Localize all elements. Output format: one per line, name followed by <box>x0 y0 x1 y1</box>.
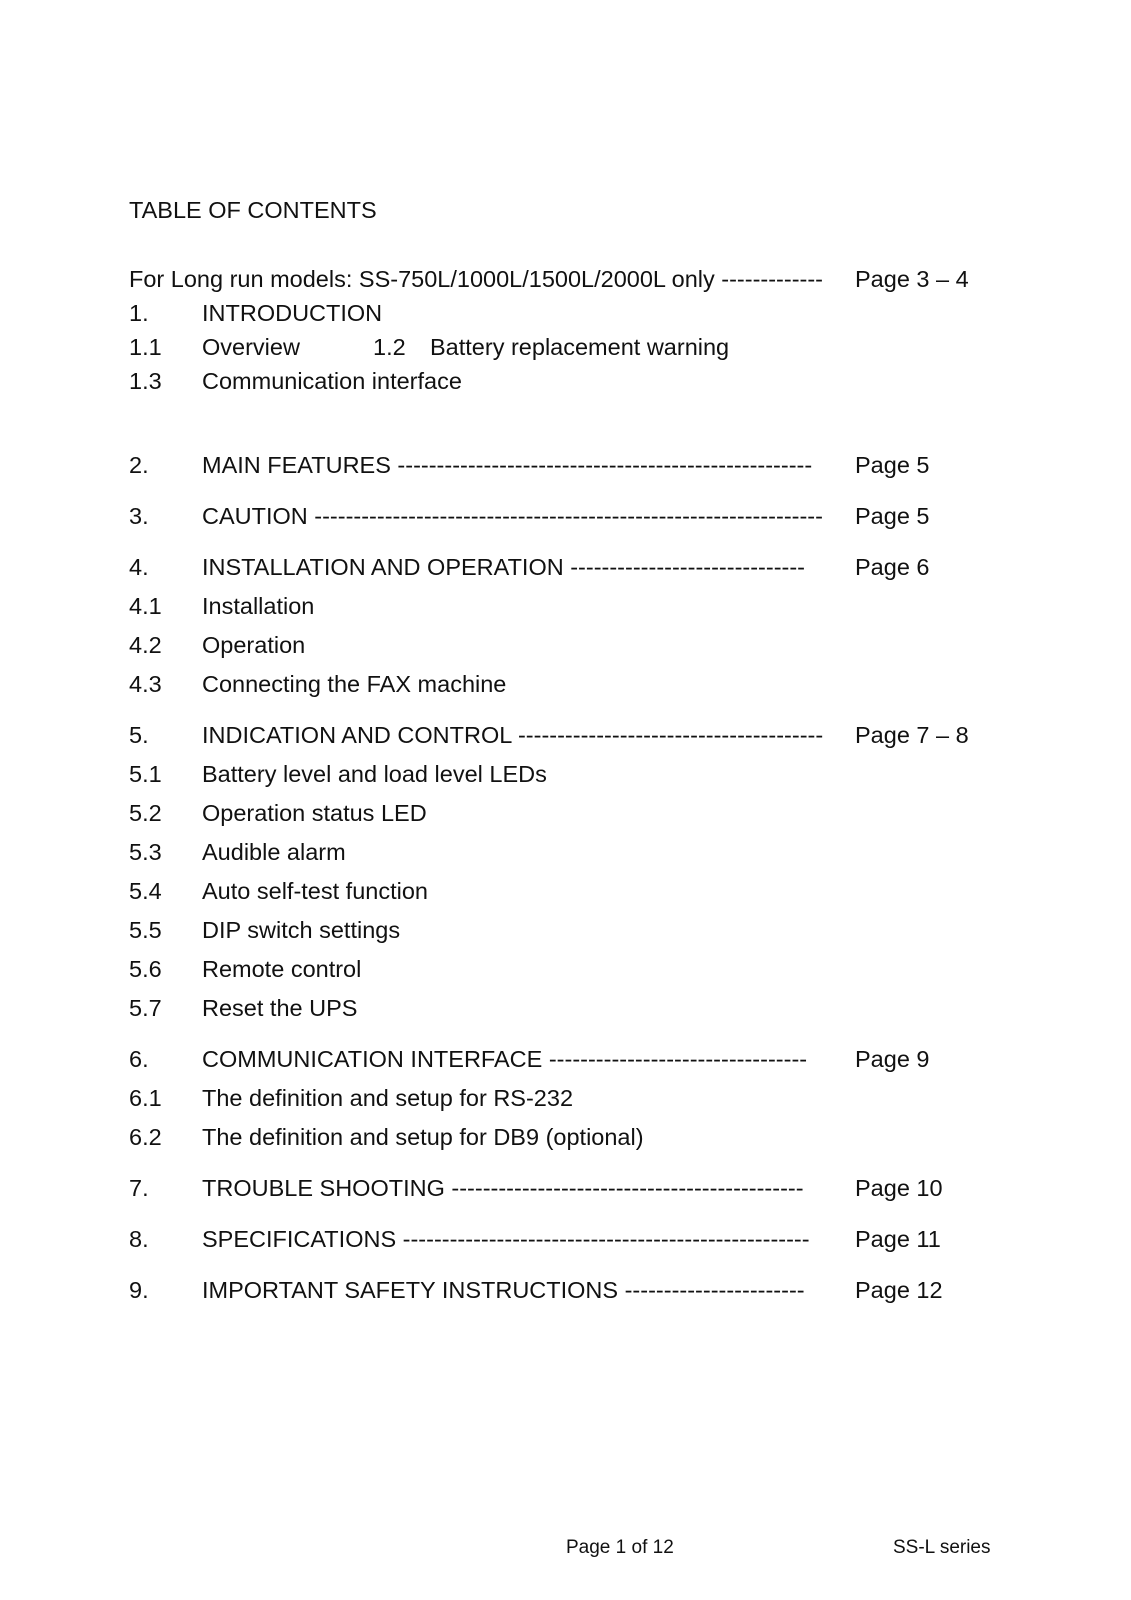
toc-number: 6.2 <box>129 1124 162 1150</box>
toc-title: CAUTION ----------------------------------------------------------------- <box>202 503 823 529</box>
toc-title: Operation status LED <box>202 800 427 826</box>
toc-title: Battery level and load level LEDs <box>202 761 547 787</box>
toc-title: INDICATION AND CONTROL --------------------------------------- <box>202 722 824 748</box>
toc-title: Overview <box>202 334 300 360</box>
toc-page: Page 11 <box>855 1226 941 1252</box>
toc-title: COMMUNICATION INTERFACE --------------------------------- <box>202 1046 808 1072</box>
toc-page: Page 10 <box>855 1175 943 1201</box>
toc-number: 9. <box>129 1277 149 1303</box>
toc-number: 5.3 <box>129 839 162 865</box>
toc-number: 5.4 <box>129 878 162 904</box>
toc-number: 1.3 <box>129 368 162 394</box>
toc-number: 4.3 <box>129 671 162 697</box>
toc-title: Connecting the FAX machine <box>202 671 507 697</box>
toc-number: 5.7 <box>129 995 162 1021</box>
toc-number: 6. <box>129 1046 149 1072</box>
footer-series: SS-L series <box>893 1537 991 1558</box>
toc-number: 1. <box>129 300 149 326</box>
toc-number: 4. <box>129 554 149 580</box>
toc-page: Page 5 <box>855 452 930 478</box>
toc-title: Communication interface <box>202 368 462 394</box>
toc-number: 5.6 <box>129 956 162 982</box>
toc-title: Reset the UPS <box>202 995 358 1021</box>
toc-title: INSTALLATION AND OPERATION ------------------------------ <box>202 554 806 580</box>
toc-title: Auto self-test function <box>202 878 428 904</box>
toc-number: 5.5 <box>129 917 162 943</box>
footer-page-number: Page 1 of 12 <box>566 1537 674 1558</box>
toc-heading: TABLE OF CONTENTS <box>129 197 377 223</box>
toc-title: INTRODUCTION <box>202 300 383 326</box>
toc-title: Battery replacement warning <box>430 334 730 360</box>
toc-title: Installation <box>202 593 315 619</box>
toc-page: Page 9 <box>855 1046 930 1072</box>
toc-title: TROUBLE SHOOTING --------------------------------------------- <box>202 1175 804 1201</box>
long-run-page: Page 3 – 4 <box>855 266 969 292</box>
toc-number: 6.1 <box>129 1085 162 1111</box>
toc-number: 3. <box>129 503 149 529</box>
toc-title: The definition and setup for DB9 (optional) <box>202 1124 644 1150</box>
toc-number: 7. <box>129 1175 149 1201</box>
toc-title: SPECIFICATIONS ---------------------------------------------------- <box>202 1226 810 1252</box>
toc-number: 4.1 <box>129 593 162 619</box>
toc-page: Page 5 <box>855 503 930 529</box>
toc-title: The definition and setup for RS-232 <box>202 1085 574 1111</box>
toc-title: Remote control <box>202 956 362 982</box>
toc-title: DIP switch settings <box>202 917 401 943</box>
toc-page: Page 7 – 8 <box>855 722 969 748</box>
toc-number: 5. <box>129 722 149 748</box>
toc-page: Page 6 <box>855 554 930 580</box>
toc-page: Page 12 <box>855 1277 943 1303</box>
toc-title: IMPORTANT SAFETY INSTRUCTIONS ----------------------- <box>202 1277 805 1303</box>
long-run-entry: For Long run models: SS-750L/1000L/1500L/2000L only ------------- <box>129 266 824 292</box>
toc-number: 8. <box>129 1226 149 1252</box>
toc-number: 4.2 <box>129 632 162 658</box>
toc-title: Audible alarm <box>202 839 346 865</box>
toc-number: 5.2 <box>129 800 162 826</box>
toc-number: 5.1 <box>129 761 162 787</box>
toc-number: 1.1 <box>129 334 162 360</box>
toc-title: MAIN FEATURES ----------------------------------------------------- <box>202 452 813 478</box>
toc-number: 1.2 <box>373 334 406 360</box>
toc-title: Operation <box>202 632 306 658</box>
toc-number: 2. <box>129 452 149 478</box>
